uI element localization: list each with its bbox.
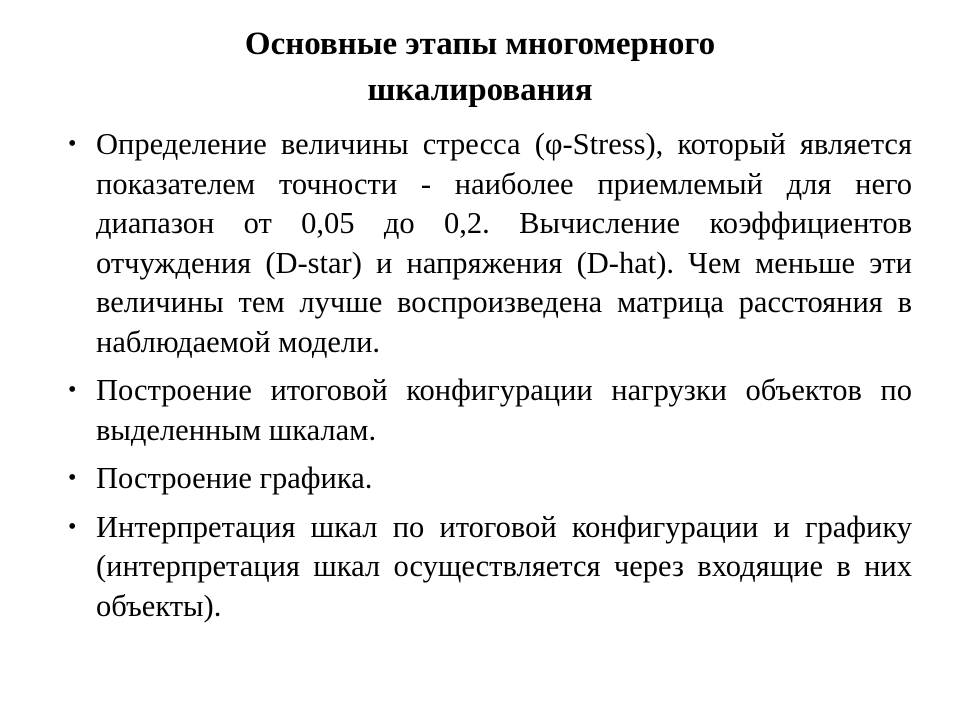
bullet-text: Определение величины стресса (φ-Stress), который является показателем точности - наиболее приемлемый для него диапазон от 0,05 до 0,2. Вычисление коэффициентов отчуждения (D-star) и напряжения (D-hat). Чем меньше эти величины тем лучше воспроизведена матрица расстояния в наблюдаемой модели. — [96, 127, 912, 359]
bullet-icon: • — [68, 465, 77, 491]
slide-title-line-2: шкалирования — [367, 72, 593, 108]
bullet-item-interpretation — [60, 508, 912, 627]
slide-title — [80, 21, 880, 113]
bullet-item-graph — [60, 459, 912, 499]
bullet-item-configuration — [60, 371, 912, 450]
bullet-text: Интерпретация шкал по итоговой конфигурации и графику (интерпретация шкал осуществляется через входящие в них объекты). — [96, 509, 912, 623]
bullet-item-stress — [60, 125, 912, 362]
bullet-text: Построение графика. — [96, 461, 373, 495]
bullet-icon: • — [68, 513, 77, 540]
bullet-icon: • — [68, 377, 77, 403]
bullet-text: Построение итоговой конфигурации нагрузки объектов по выделенным шкалам. — [96, 373, 912, 447]
bullet-list — [60, 125, 912, 635]
bullet-icon: • — [68, 131, 77, 157]
slide-title-line-1: Основные этапы многомерного — [244, 26, 716, 62]
